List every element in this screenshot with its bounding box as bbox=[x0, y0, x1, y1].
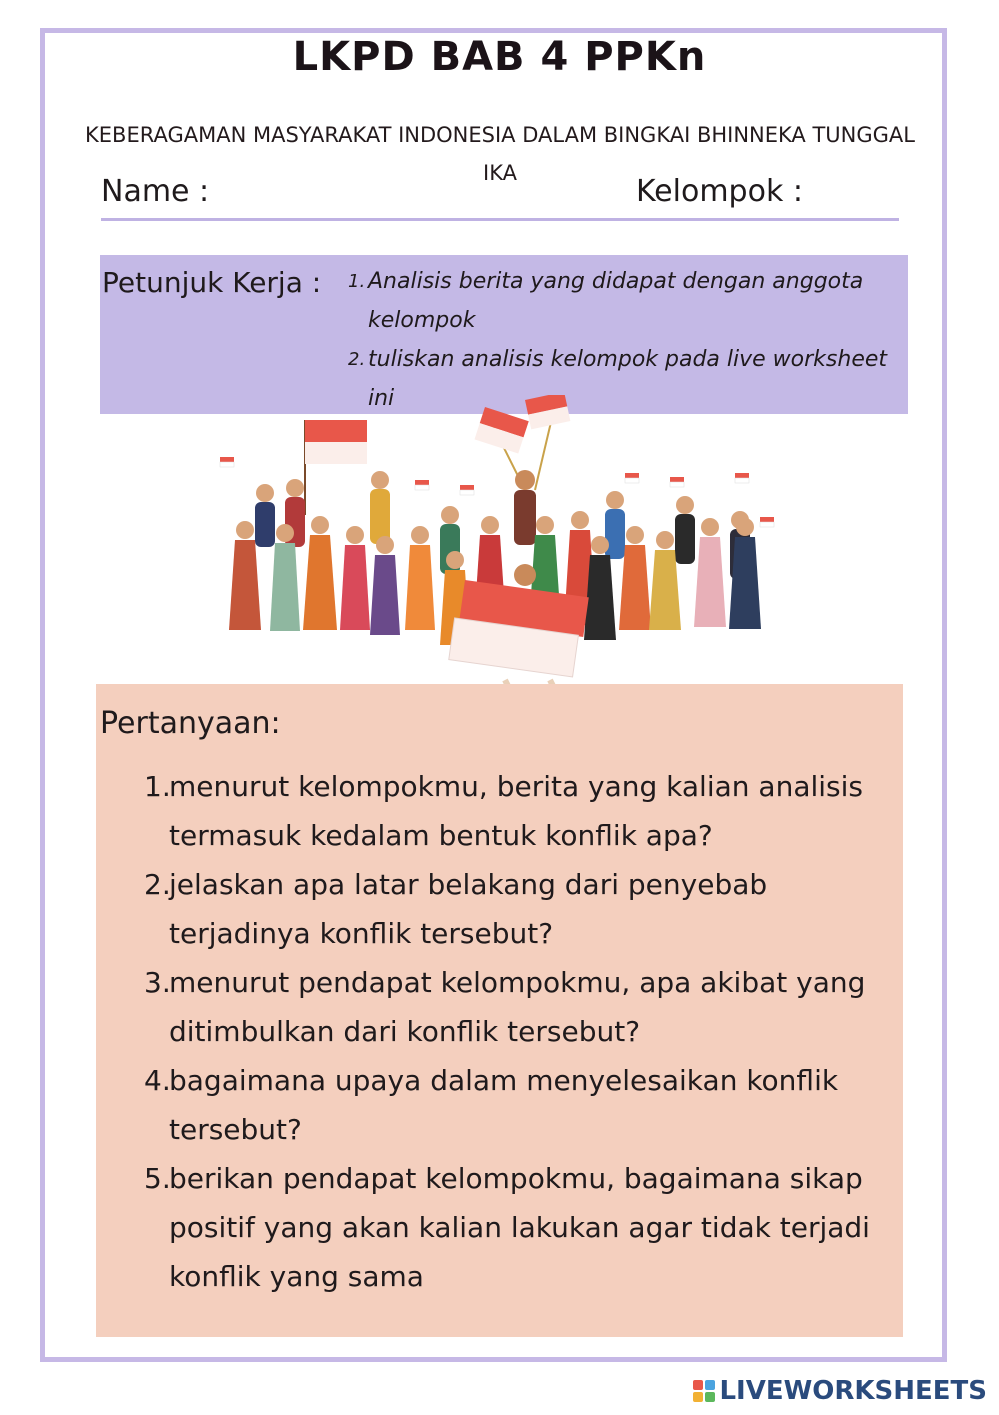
question-item bbox=[144, 1056, 884, 1154]
question-item bbox=[144, 762, 884, 860]
liveworksheets-brand[interactable] bbox=[693, 1376, 987, 1406]
indonesian-crowd-illustration bbox=[215, 395, 775, 705]
page-subtitle: KEBERAGAMAN MASYARAKAT INDONESIA DALAM BINGKAI BHINNEKA TUNGGAL IKA bbox=[85, 123, 915, 185]
question-text: menurut pendapat kelompokmu, apa akibat yang ditimbulkan dari konflik tersebut? bbox=[169, 966, 866, 1048]
header-divider bbox=[101, 218, 899, 221]
liveworksheets-logo-icon bbox=[693, 1380, 715, 1402]
question-item bbox=[144, 958, 884, 1056]
name-label: Name : bbox=[101, 174, 210, 209]
question-label: Pertanyaan: bbox=[100, 706, 281, 741]
question-text: bagaimana upaya dalam menyelesaikan konflik tersebut? bbox=[169, 1064, 839, 1146]
question-text: menurut kelompokmu, berita yang kalian analisis termasuk kedalam bentuk konflik apa? bbox=[169, 770, 863, 852]
question-item bbox=[144, 860, 884, 958]
instruction-text: Analisis berita yang didapat dengan anggota kelompok bbox=[368, 269, 864, 333]
instruction-label: Petunjuk Kerja : bbox=[102, 266, 322, 299]
question-number: 2. bbox=[144, 868, 171, 901]
question-text: jelaskan apa latar belakang dari penyebab terjadinya konflik tersebut? bbox=[169, 868, 768, 950]
question-list bbox=[144, 762, 884, 1301]
question-number: 5. bbox=[144, 1162, 171, 1195]
instruction-item bbox=[348, 262, 898, 340]
question-number: 4. bbox=[144, 1064, 171, 1097]
question-item bbox=[144, 1154, 884, 1301]
page-title: LKPD BAB 4 PPKn bbox=[292, 34, 707, 80]
question-text: berikan pendapat kelompokmu, bagaimana sikap positif yang akan kalian lakukan agar tidak terjadi konflik yang sama bbox=[169, 1162, 870, 1293]
question-number: 3. bbox=[144, 966, 171, 999]
flag-icon bbox=[305, 420, 367, 515]
group-label: Kelompok : bbox=[636, 174, 803, 209]
brand-text: LIVEWORKSHEETS bbox=[719, 1376, 987, 1406]
question-number: 1. bbox=[144, 770, 171, 803]
instruction-number: 1. bbox=[348, 271, 366, 292]
instruction-number: 2. bbox=[348, 349, 366, 370]
instruction-text: tuliskan analisis kelompok pada live worksheet ini bbox=[368, 347, 888, 411]
